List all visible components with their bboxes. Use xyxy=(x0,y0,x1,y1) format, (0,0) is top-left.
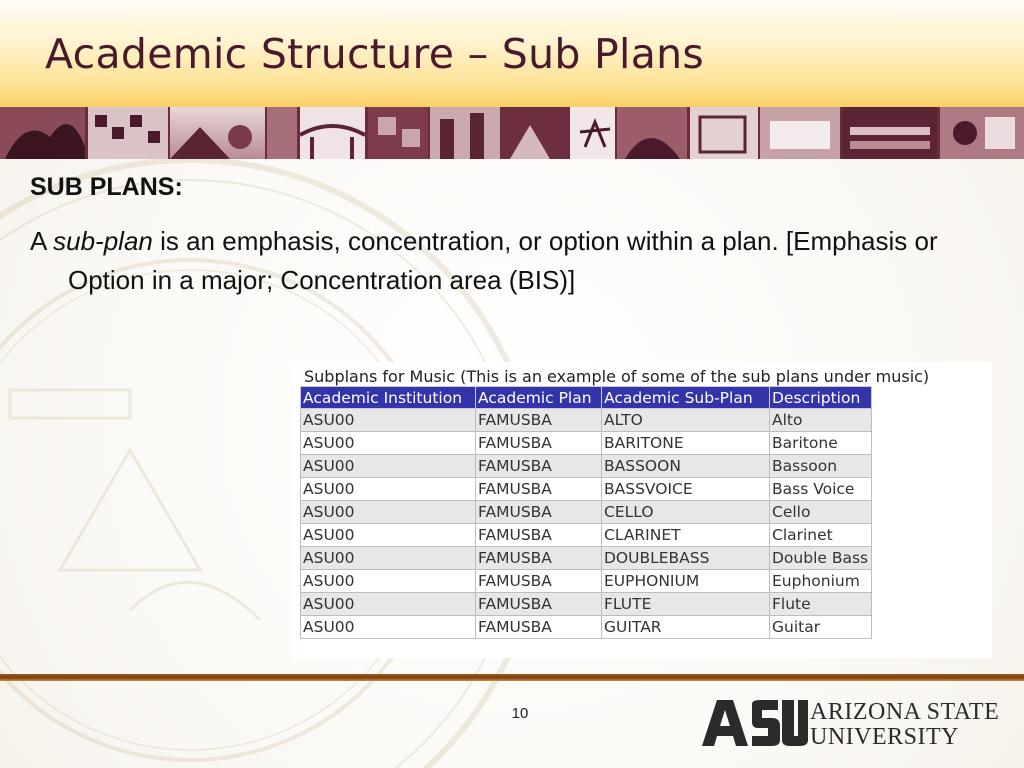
table-cell: CLARINET xyxy=(602,524,770,547)
table-cell: ASU00 xyxy=(301,524,476,547)
table-cell: CELLO xyxy=(602,501,770,524)
table-cell: FAMUSBA xyxy=(476,616,602,639)
table-cell: Flute xyxy=(770,593,872,616)
body-paragraph xyxy=(30,222,1003,300)
body-lead: A xyxy=(30,226,54,256)
column-header: Academic Sub-Plan xyxy=(602,387,770,409)
table-cell: Double Bass xyxy=(770,547,872,570)
table-row xyxy=(301,524,872,547)
table-cell: ASU00 xyxy=(301,432,476,455)
table-cell: ASU00 xyxy=(301,409,476,432)
table-cell: BASSVOICE xyxy=(602,478,770,501)
table-cell: ASU00 xyxy=(301,616,476,639)
asu-logo-mark-icon xyxy=(700,698,808,748)
asu-logo xyxy=(700,698,1000,748)
column-header: Academic Plan xyxy=(476,387,602,409)
table-cell: GUITAR xyxy=(602,616,770,639)
table-row xyxy=(301,409,872,432)
title-band xyxy=(0,0,1024,107)
body-term: sub-plan xyxy=(53,226,153,256)
column-header: Academic Institution xyxy=(301,387,476,409)
table-cell: FAMUSBA xyxy=(476,409,602,432)
logo-line-1: ARIZONA STATE xyxy=(810,699,1000,725)
table-row xyxy=(301,616,872,639)
table-cell: BASSOON xyxy=(602,455,770,478)
table-cell: FAMUSBA xyxy=(476,478,602,501)
logo-line-2: UNIVERSITY xyxy=(810,724,959,750)
table-cell: FAMUSBA xyxy=(476,432,602,455)
column-header: Description xyxy=(770,387,872,409)
table-cell: EUPHONIUM xyxy=(602,570,770,593)
table-row xyxy=(301,478,872,501)
table-cell: Guitar xyxy=(770,616,872,639)
campus-photo-strip-icon xyxy=(0,107,1024,159)
table-cell: FLUTE xyxy=(602,593,770,616)
table-cell: ASU00 xyxy=(301,501,476,524)
body-rest: is an emphasis, concentration, or option within a plan. [Emphasis or Option in a major; Concentration area (BIS)] xyxy=(68,226,938,295)
table-row xyxy=(301,455,872,478)
table-cell: ASU00 xyxy=(301,570,476,593)
table-cell: ASU00 xyxy=(301,455,476,478)
table-cell: Bassoon xyxy=(770,455,872,478)
table-row xyxy=(301,501,872,524)
table-row xyxy=(301,593,872,616)
subplans-table xyxy=(300,386,872,639)
table-cell: FAMUSBA xyxy=(476,593,602,616)
table-cell: Bass Voice xyxy=(770,478,872,501)
table-header-row xyxy=(301,387,872,409)
table-row xyxy=(301,547,872,570)
slide-title: Academic Structure – Sub Plans xyxy=(45,30,705,78)
table-cell: FAMUSBA xyxy=(476,501,602,524)
table-cell: ALTO xyxy=(602,409,770,432)
table-row xyxy=(301,570,872,593)
table-cell: FAMUSBA xyxy=(476,547,602,570)
table-cell: FAMUSBA xyxy=(476,524,602,547)
table-cell: Euphonium xyxy=(770,570,872,593)
subplans-table-image xyxy=(292,362,992,658)
table-cell: DOUBLEBASS xyxy=(602,547,770,570)
table-row xyxy=(301,432,872,455)
table-cell: FAMUSBA xyxy=(476,570,602,593)
table-cell: FAMUSBA xyxy=(476,455,602,478)
asu-logo-wordmark xyxy=(810,700,999,750)
table-cell: Baritone xyxy=(770,432,872,455)
campus-photo-strip xyxy=(0,107,1024,159)
table-body xyxy=(301,409,872,639)
table-caption: Subplans for Music (This is an example of some of the sub plans under music) xyxy=(304,367,930,386)
page-number: 10 xyxy=(511,705,529,722)
section-heading: SUB PLANS: xyxy=(30,173,183,201)
footer-rule xyxy=(0,674,1024,681)
table-cell: Clarinet xyxy=(770,524,872,547)
table-cell: ASU00 xyxy=(301,478,476,501)
table-cell: Alto xyxy=(770,409,872,432)
table-cell: ASU00 xyxy=(301,547,476,570)
table-cell: Cello xyxy=(770,501,872,524)
table-cell: ASU00 xyxy=(301,593,476,616)
table-cell: BARITONE xyxy=(602,432,770,455)
